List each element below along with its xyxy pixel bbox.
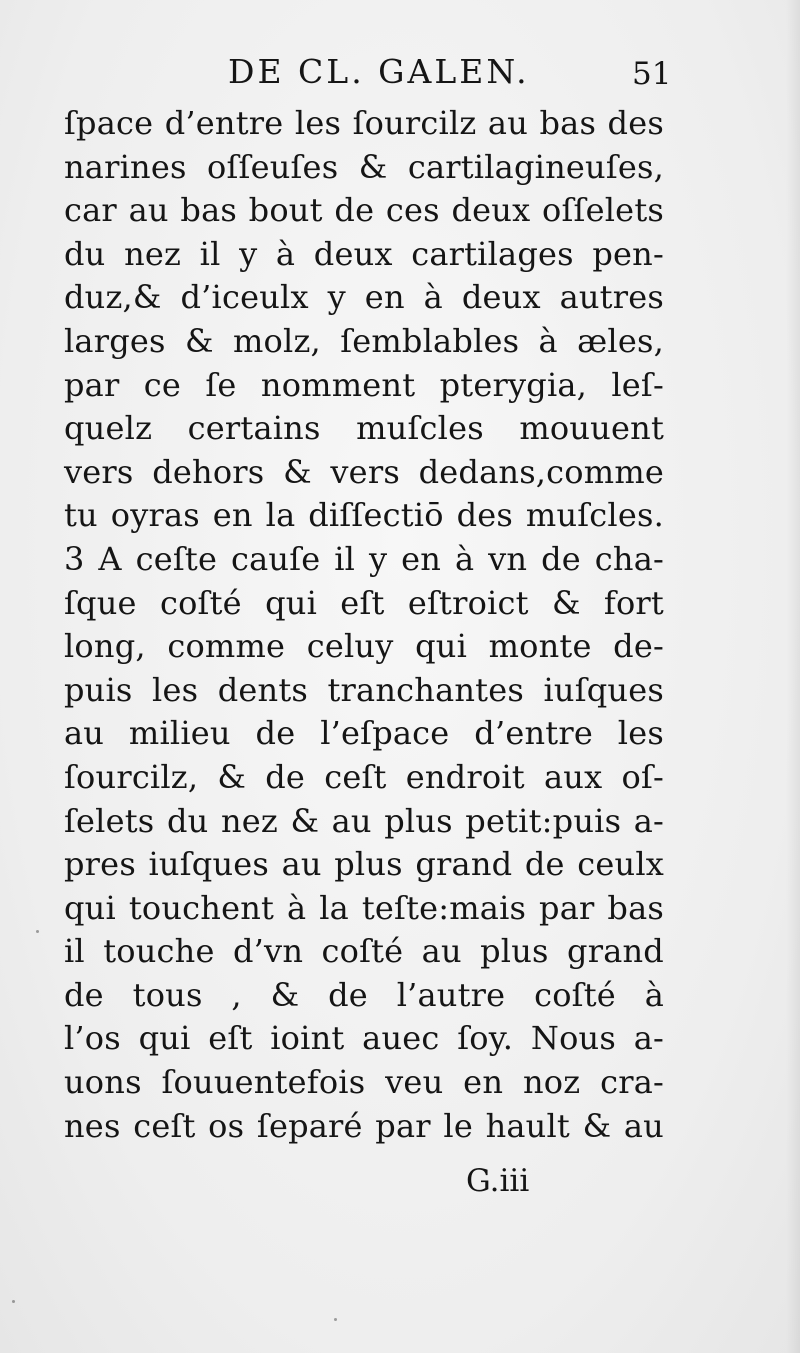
- text-line: ſourcilz, & de ceſt endroit aux oſ-: [64, 757, 664, 796]
- text-line: narines oſſeuſes & cartilagineuſes,: [64, 147, 664, 186]
- body-text: [64, 102, 664, 1148]
- text-line: nes ceſt os ſeparé par le hault & au: [64, 1106, 664, 1145]
- text-line: 3 A ceſte cauſe il y en à vn de cha-: [64, 539, 664, 578]
- text-line: du nez il y à deux cartilages pen-: [64, 234, 664, 273]
- signature-mark: G.iii: [466, 1163, 530, 1199]
- page-number: 51: [632, 56, 672, 92]
- text-line: long, comme celuy qui monte de-: [64, 627, 664, 666]
- text-line: car au bas bout de ces deux oſſelets: [64, 191, 664, 230]
- text-line: larges & molz, ſemblables à æles,: [64, 321, 664, 360]
- paper-speck: [36, 930, 39, 933]
- text-line: ſelets du nez & au plus petit:puis a-: [64, 801, 664, 840]
- text-line: vers dehors & vers dedans,comme: [64, 452, 664, 491]
- text-line: par ce ſe nomment pterygia, leſ-: [64, 365, 664, 404]
- text-line: uons ſouuentefois veu en noz cra-: [64, 1063, 664, 1102]
- page-edge-shadow: [786, 0, 800, 1353]
- text-line: tu oyras en la diſſectiō des muſcles.: [64, 496, 664, 535]
- text-line: duz,& d’iceulx y en à deux autres: [64, 278, 664, 317]
- text-line: ſque coſté qui eſt eſtroict & fort: [64, 583, 664, 622]
- paper-speck: [12, 1300, 15, 1303]
- text-line: de tous , & de l’autre coſté à: [64, 975, 664, 1014]
- text-line: au milieu de l’eſpace d’entre les: [64, 714, 664, 753]
- text-line: puis les dents tranchantes iuſques: [64, 670, 664, 709]
- text-line: qui touchent à la teſte:mais par bas: [64, 888, 664, 927]
- text-line: quelz certains muſcles mouuent: [64, 409, 664, 448]
- text-line: il touche d’vn coſté au plus grand: [64, 932, 664, 971]
- text-line: pres iuſques au plus grand de ceulx: [64, 845, 664, 884]
- text-line: l’os qui eſt ioint auec ſoy. Nous a-: [64, 1019, 664, 1058]
- running-head: DE CL. GALEN.: [228, 52, 530, 91]
- page-header: [0, 46, 800, 96]
- paper-speck: [334, 1318, 337, 1321]
- text-line: ſpace d’entre les ſourcilz au bas des: [64, 104, 664, 142]
